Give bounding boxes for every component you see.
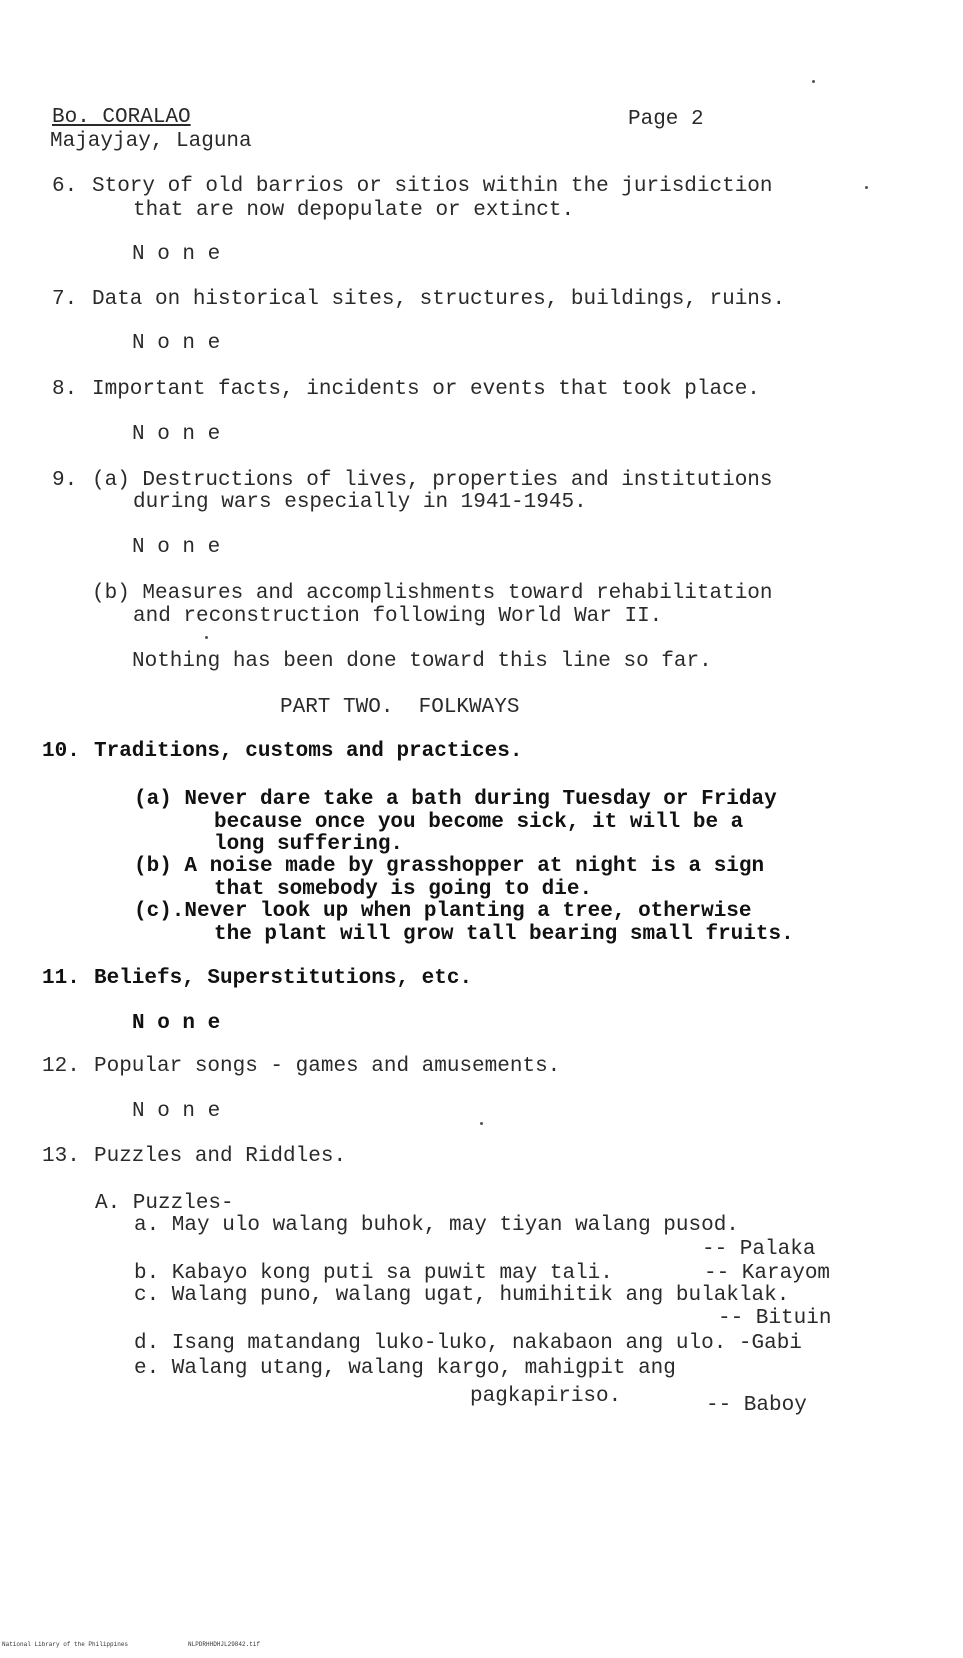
- puzzle-e: e. Walang utang, walang kargo, mahigpit ang: [134, 1357, 676, 1380]
- item-11-number: 11.: [42, 967, 80, 990]
- item-12-answer: N o n e: [132, 1100, 221, 1123]
- item-6-number: 6.: [52, 175, 78, 198]
- barrio-name: Bo. CORALAO: [52, 106, 191, 129]
- scan-speck: [480, 1122, 483, 1125]
- item-12-number: 12.: [42, 1055, 80, 1078]
- part-two-heading: PART TWO. FOLKWAYS: [280, 696, 520, 719]
- tradition-a-cont2: long suffering.: [214, 833, 404, 856]
- item-9a-answer: N o n e: [132, 536, 221, 559]
- puzzle-a-answer: -- Palaka: [702, 1238, 816, 1261]
- puzzle-b-answer: -- Karayom: [704, 1262, 831, 1285]
- footer-source: National Library of the Philippines: [2, 1641, 129, 1648]
- tradition-c: (c).Never look up when planting a tree, otherwise: [134, 900, 752, 923]
- item-10-title: Traditions, customs and practices.: [94, 740, 523, 763]
- item-8-number: 8.: [52, 378, 78, 401]
- item-12-title: Popular songs - games and amusements.: [94, 1055, 561, 1078]
- tradition-b: (b) A noise made by grasshopper at night is a sign: [134, 855, 765, 878]
- item-13-title: Puzzles and Riddles.: [94, 1145, 347, 1168]
- item-8-question: Important facts, incidents or events that took place.: [92, 378, 760, 401]
- tradition-b-cont: that somebody is going to die.: [214, 878, 593, 901]
- item-7-question: Data on historical sites, structures, buildings, ruins.: [92, 288, 786, 311]
- item-13-number: 13.: [42, 1145, 80, 1168]
- puzzle-e-cont: pagkapiriso.: [470, 1385, 622, 1408]
- item-7-answer: N o n e: [132, 332, 221, 355]
- item-9a-question-cont: during wars especially in 1941-1945.: [133, 491, 587, 514]
- item-6-question: Story of old barrios or sitios within the jurisdiction: [92, 175, 773, 198]
- scan-speck: [865, 186, 868, 189]
- tradition-c-cont: the plant will grow tall bearing small fruits.: [214, 923, 794, 946]
- puzzle-e-answer: -- Baboy: [706, 1394, 807, 1417]
- item-7-number: 7.: [52, 288, 78, 311]
- footer-file: NLPDRHHDHJL29842.tif: [188, 1641, 261, 1648]
- tradition-a-cont1: because once you become sick, it will be a: [214, 811, 744, 834]
- scan-speck: [205, 636, 208, 639]
- page-number: Page 2: [628, 108, 704, 131]
- puzzle-c: c. Walang puno, walang ugat, humihitik ang bulaklak.: [134, 1284, 790, 1307]
- town-name: Majayjay, Laguna: [50, 130, 252, 153]
- puzzle-d: d. Isang matandang luko-luko, nakabaon ang ulo. -Gabi: [134, 1332, 802, 1355]
- item-6-question-cont: that are now depopulate or extinct.: [133, 199, 575, 222]
- puzzle-b: b. Kabayo kong puti sa puwit may tali.: [134, 1262, 613, 1285]
- puzzle-c-answer: -- Bituin: [718, 1307, 832, 1330]
- item-11-title: Beliefs, Superstitutions, etc.: [94, 967, 473, 990]
- puzzle-a: a. May ulo walang buhok, may tiyan walang pusod.: [134, 1214, 739, 1237]
- item-8-answer: N o n e: [132, 423, 221, 446]
- item-9b-question: (b) Measures and accomplishments toward rehabilitation: [92, 582, 773, 605]
- item-9-number: 9.: [52, 469, 78, 492]
- item-9b-answer: Nothing has been done toward this line so far.: [132, 650, 712, 673]
- item-6-answer: N o n e: [132, 243, 221, 266]
- item-10-number: 10.: [42, 740, 80, 763]
- scan-speck: [812, 80, 815, 83]
- item-9a-question: (a) Destructions of lives, properties and institutions: [92, 469, 773, 492]
- tradition-a: (a) Never dare take a bath during Tuesday or Friday: [134, 788, 777, 811]
- item-9b-question-cont: and reconstruction following World War II.: [133, 605, 663, 628]
- puzzles-heading: A. Puzzles-: [95, 1192, 234, 1215]
- item-11-answer: N o n e: [132, 1012, 221, 1035]
